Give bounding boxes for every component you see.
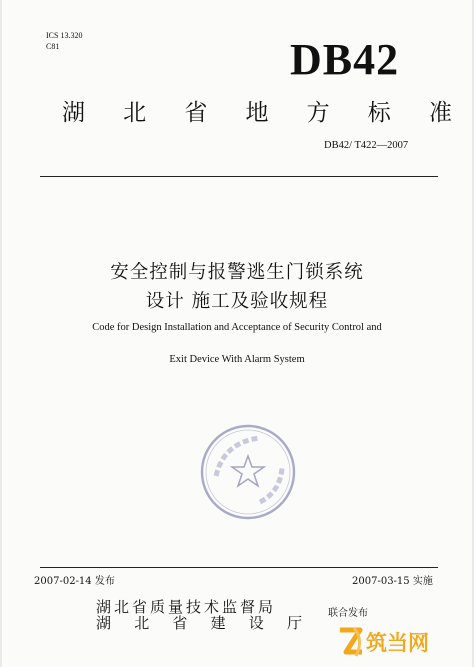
issue-date: 2007-02-14 发布 — [34, 576, 115, 587]
issuer-char: 设 — [248, 614, 264, 632]
official-seal-stamp — [198, 422, 298, 522]
standard-level-title — [62, 94, 452, 127]
level-char: 湖 — [62, 100, 85, 126]
issuer-char: 建 — [210, 614, 226, 632]
issuer-char: 省 — [172, 614, 188, 632]
title-chinese-line1: 安全控制与报警逃生门锁系统 — [110, 262, 364, 283]
joint-release-label: 联合发布 — [328, 608, 368, 619]
issuer-char: 厅 — [286, 614, 302, 632]
issuer-char: 湖 — [96, 614, 112, 632]
standard-number: DB42/ T422—2007 — [324, 140, 409, 151]
site-watermark — [336, 622, 429, 662]
issuer-char: 北 — [134, 614, 150, 632]
divider-top — [40, 176, 438, 177]
divider-bottom — [40, 567, 438, 568]
ccs-code: C81 — [46, 42, 60, 51]
level-char: 方 — [306, 100, 330, 126]
standard-cover-page — [2, 0, 472, 667]
level-char: 省 — [184, 100, 208, 126]
issuer-construction-dept — [96, 612, 302, 633]
level-char: 准 — [428, 100, 452, 126]
title-english-line1: Code for Design Installation and Acceptance of Security Control and — [92, 322, 382, 333]
level-char: 北 — [123, 100, 147, 126]
level-char: 标 — [367, 100, 391, 126]
implement-date: 2007-03-15 实施 — [352, 576, 433, 587]
title-english-line2: Exit Device With Alarm System — [169, 354, 305, 365]
standard-prefix: DB42 — [290, 35, 400, 84]
ics-code: ICS 13.320 — [46, 31, 83, 40]
watermark-logo-icon — [336, 624, 366, 660]
title-chinese-line2: 设计 施工及验收规程 — [145, 291, 329, 312]
level-char: 地 — [245, 100, 269, 126]
watermark-text: 筑当网 — [366, 631, 429, 655]
issuer-quality-bureau: 湖北省质量技术监督局 — [96, 598, 277, 616]
